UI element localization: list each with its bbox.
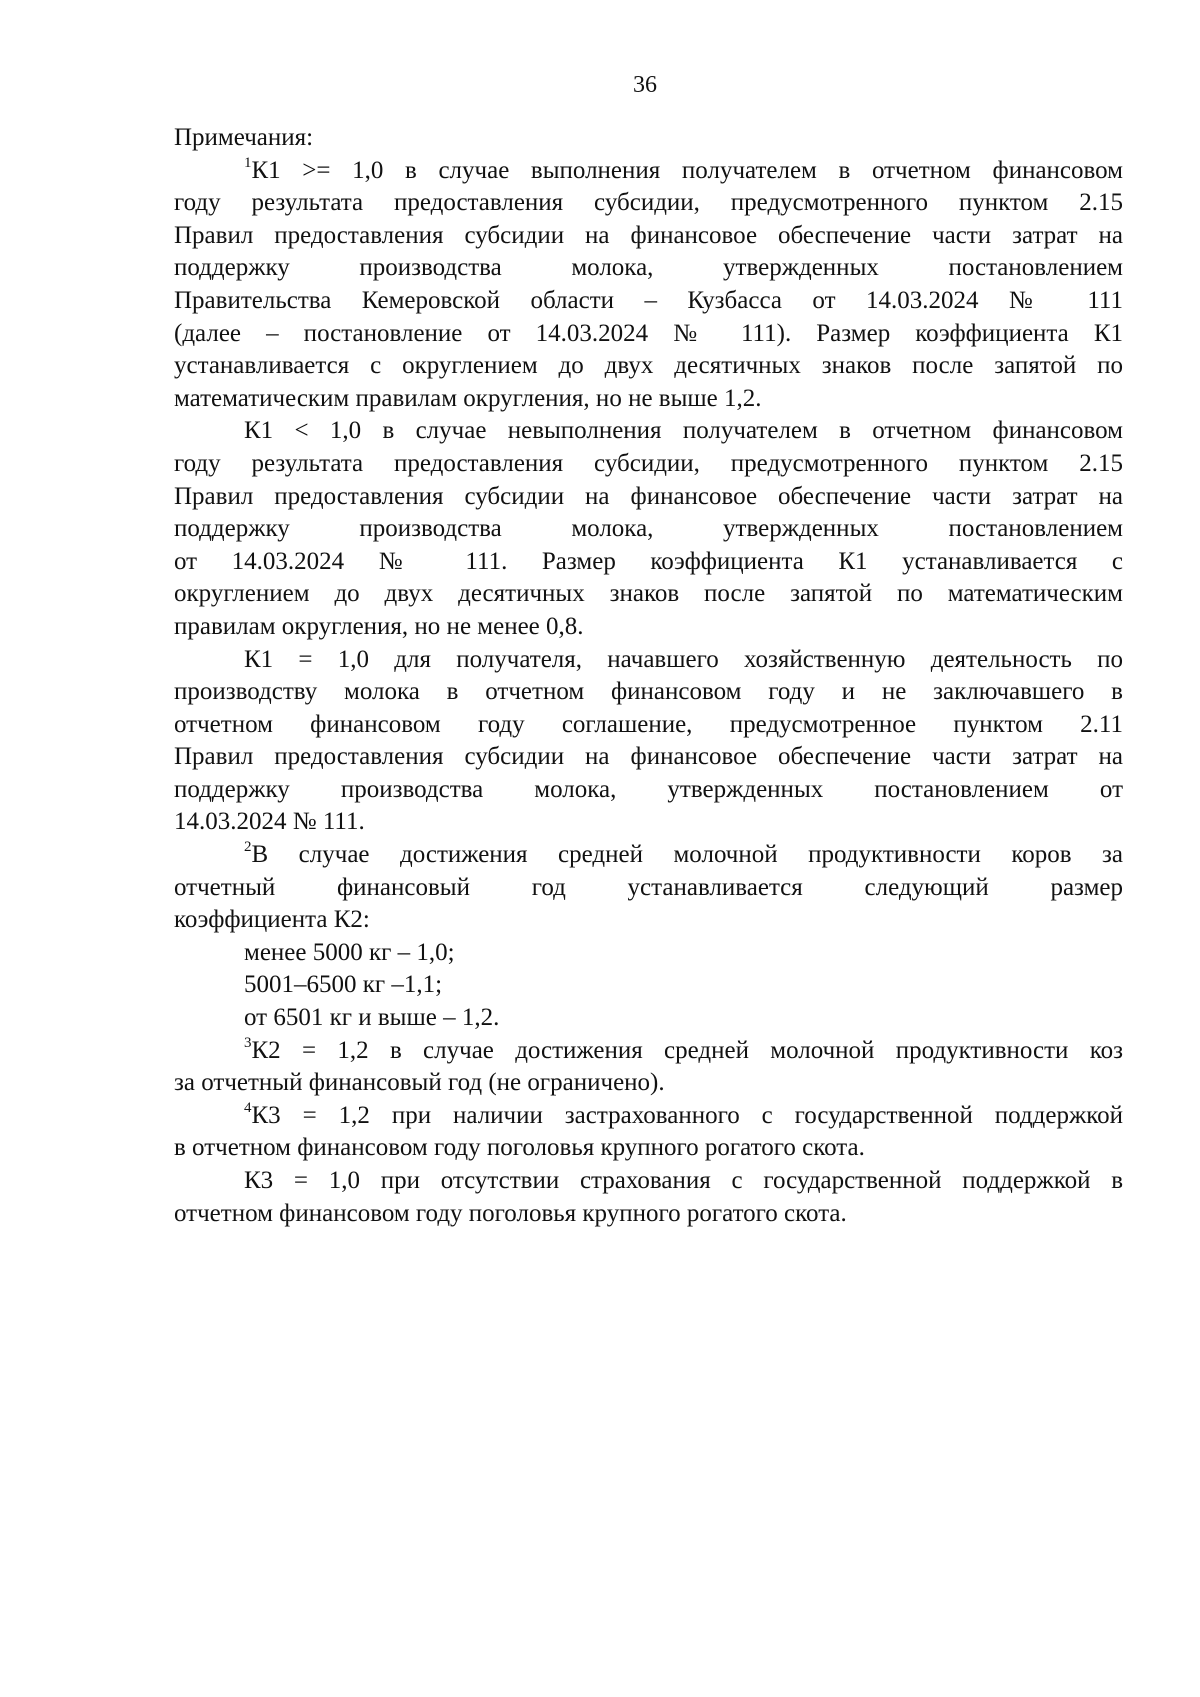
line-text: К3 = 1,2 при наличии застрахованного с государственной поддержкой	[251, 1101, 1123, 1129]
line-text: от 6501 кг и выше – 1,2.	[244, 1004, 500, 1032]
note-paragraph	[174, 1002, 1123, 1035]
notes-heading: Примечания:	[174, 124, 314, 151]
footnote-mark: 3	[244, 1034, 252, 1051]
text-line	[174, 644, 1123, 677]
line-text: К1 = 1,0 для получателя, начавшего хозяйственную деятельность по	[244, 645, 1123, 673]
text-line	[174, 709, 1123, 742]
text-line	[174, 872, 1123, 905]
line-text: менее 5000 кг – 1,0;	[244, 938, 455, 966]
text-line	[174, 1035, 1123, 1068]
text-line	[174, 806, 1123, 839]
footnote-mark: 4	[244, 1099, 252, 1116]
text-line	[174, 1198, 1123, 1231]
text-line	[174, 318, 1123, 351]
note-paragraph	[174, 644, 1123, 840]
line-text: В случае достижения средней молочной продуктивности коров за	[251, 841, 1123, 869]
line-text: округлением до двух десятичных знаков после запятой по математическим	[174, 580, 1123, 608]
note-paragraph	[174, 155, 1123, 416]
line-text: поддержку производства молока, утвержденных постановлением	[174, 515, 1123, 543]
note-paragraph	[174, 969, 1123, 1002]
text-line	[174, 481, 1123, 514]
text-line	[174, 415, 1123, 448]
footnote-mark: 2	[244, 839, 252, 856]
line-text: 5001–6500 кг –1,1;	[244, 971, 443, 999]
line-text: от 14.03.2024 № 111. Размер коэффициента К1 устанавливается с	[174, 547, 1123, 575]
text-line	[174, 220, 1123, 253]
note-paragraph	[174, 937, 1123, 970]
line-text: Правил предоставления субсидии на финансовое обеспечение части затрат на	[174, 743, 1123, 771]
line-text: 14.03.2024 № 111.	[174, 808, 365, 836]
notes-section	[174, 122, 1123, 1230]
line-text: К1 >= 1,0 в случае выполнения получателем в отчетном финансовом	[251, 156, 1123, 184]
line-text: Правил предоставления субсидии на финансовое обеспечение части затрат на	[174, 221, 1123, 249]
text-line	[174, 1100, 1123, 1133]
text-line	[174, 350, 1123, 383]
line-text: устанавливается с округлением до двух десятичных знаков после запятой по	[174, 352, 1123, 380]
note-paragraph	[174, 839, 1123, 937]
text-line	[174, 285, 1123, 318]
note-paragraph	[174, 1100, 1123, 1165]
line-text: году результата предоставления субсидии, предусмотренного пунктом 2.15	[174, 449, 1123, 477]
text-line	[174, 1067, 1123, 1100]
note-paragraph	[174, 1035, 1123, 1100]
line-text: году результата предоставления субсидии, предусмотренного пунктом 2.15	[174, 189, 1123, 217]
text-line	[174, 448, 1123, 481]
line-text: производству молока в отчетном финансовом году и не заключавшего в	[174, 678, 1123, 706]
page-number: 36	[633, 72, 657, 98]
text-line	[174, 546, 1123, 579]
notes-paragraphs	[174, 155, 1123, 1231]
text-line	[174, 252, 1123, 285]
note-paragraph	[174, 1165, 1123, 1230]
line-text: за отчетный финансовый год (не ограничено).	[174, 1069, 665, 1097]
text-line	[174, 383, 1123, 416]
text-line	[174, 1002, 1123, 1035]
line-text: коэффициента К2:	[174, 906, 370, 934]
line-text: поддержку производства молока, утвержденных постановлением	[174, 254, 1123, 282]
text-line	[174, 937, 1123, 970]
line-text: (далее – постановление от 14.03.2024 № 111). Размер коэффициента К1	[174, 319, 1123, 347]
line-text: отчетном финансовом году соглашение, предусмотренное пунктом 2.11	[174, 710, 1123, 738]
footnote-mark: 1	[244, 154, 252, 171]
text-line	[174, 1132, 1123, 1165]
note-paragraph	[174, 415, 1123, 643]
line-text: Правил предоставления субсидии на финансовое обеспечение части затрат на	[174, 482, 1123, 510]
text-line	[174, 969, 1123, 1002]
line-text: в отчетном финансовом году поголовья крупного рогатого скота.	[174, 1134, 865, 1162]
line-text: отчетный финансовый год устанавливается следующий размер	[174, 873, 1123, 901]
line-text: отчетном финансовом году поголовья крупного рогатого скота.	[174, 1199, 847, 1227]
text-line	[174, 155, 1123, 188]
line-text: Правительства Кемеровской области – Кузбасса от 14.03.2024 № 111	[174, 286, 1123, 314]
text-line	[174, 774, 1123, 807]
text-line	[174, 839, 1123, 872]
line-text: К3 = 1,0 при отсутствии страхования с государственной поддержкой в	[244, 1167, 1123, 1194]
text-line	[174, 676, 1123, 709]
line-text: правилам округления, но не менее 0,8.	[174, 612, 584, 640]
text-line	[174, 513, 1123, 546]
text-line	[174, 741, 1123, 774]
text-line	[174, 578, 1123, 611]
text-line	[174, 187, 1123, 220]
line-text: математическим правилам округления, но не выше 1,2.	[174, 384, 762, 412]
line-text: К1 < 1,0 в случае невыполнения получателем в отчетном финансовом	[244, 417, 1123, 445]
text-line	[174, 1165, 1123, 1198]
text-line	[174, 904, 1123, 937]
line-text: поддержку производства молока, утвержденных постановлением от	[174, 775, 1123, 803]
text-line	[174, 611, 1123, 644]
line-text: К2 = 1,2 в случае достижения средней молочной продуктивности коз	[251, 1036, 1123, 1064]
